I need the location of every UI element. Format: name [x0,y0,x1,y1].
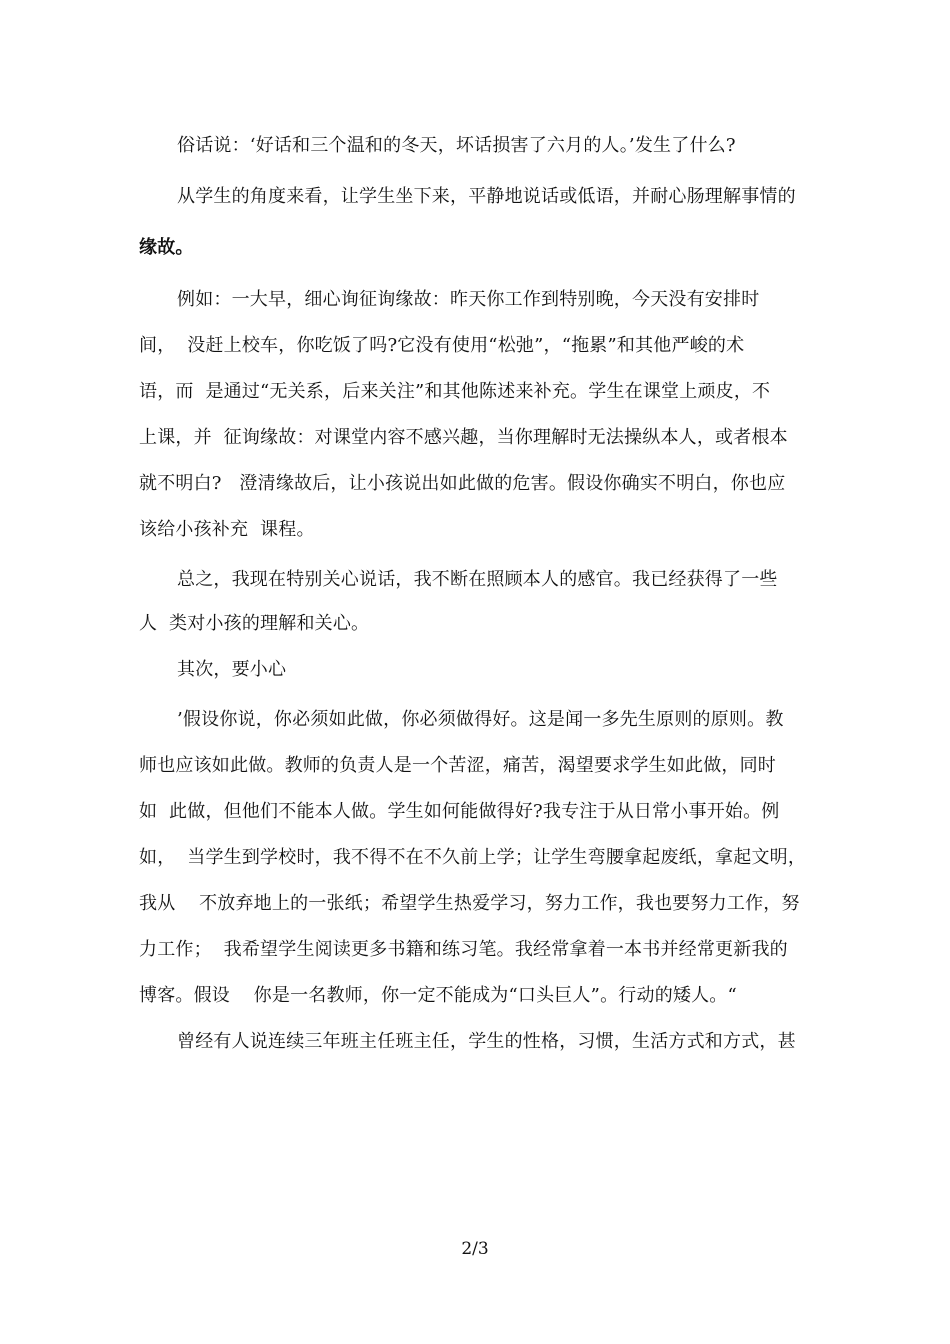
paragraph-line: 如， 当学生到学校时，我不得不在不久前上学；让学生弯腰拿起废纸，拿起文明， [139,847,807,868]
paragraph-line: 如 此做，但他们不能本人做。学生如何能做得好?我专注于从日常小事开始。例 [139,801,780,822]
paragraph-line: 总之，我现在特别关心说话，我不断在照顾本人的感官。我已经获得了一些 [177,569,778,590]
paragraph-line: 博客。假设 你是一名教师，你一定不能成为“口头巨人”。行动的矮人。“ [139,985,737,1006]
paragraph-line: 缘故。 [139,237,194,258]
page-number: 2/3 [461,1239,489,1259]
paragraph-line: 师也应该如此做。教师的负责人是一个苦涩，痛苦，渴望要求学生如此做，同时 [139,755,776,776]
paragraph-line: 就不明白? 澄清缘故后，让小孩说出如此做的危害。假设你确实不明白，你也应 [139,473,786,494]
paragraph-line: 语，而 是通过“无关系，后来关注”和其他陈述来补充。学生在课堂上顽皮，不 [139,381,771,402]
paragraph-line: 从学生的角度来看，让学生坐下来，平静地说话或低语，并耐心肠理解事情的 [177,186,796,207]
paragraph-line: ’假设你说，你必须如此做，你必须做得好。这是闻一多先生原则的原则。教 [177,709,784,730]
paragraph-line: 我从 不放弃地上的一张纸；希望学生热爱学习，努力工作，我也要努力工作，努 [139,893,800,914]
paragraph-line: 曾经有人说连续三年班主任班主任，学生的性格，习惯，生活方式和方式，甚 [177,1031,796,1052]
paragraph-line: 上课，并 征询缘故：对课堂内容不感兴趣，当你理解时无法操纵本人，或者根本 [139,427,788,448]
paragraph-line: 其次，要小心 [177,659,287,680]
paragraph-line: 力工作； 我希望学生阅读更多书籍和练习笔。我经常拿着一本书并经常更新我的 [139,939,788,960]
paragraph-line: 俗话说：‘好话和三个温和的冬天，坏话损害了六月的人。’发生了什么? [177,135,736,156]
paragraph-line: 人 类对小孩的理解和关心。 [139,613,370,634]
paragraph-line: 该给小孩补充 课程。 [139,519,315,540]
paragraph-line: 例如：一大早，细心询征询缘故：昨天你工作到特别晚，今天没有安排时 [177,289,760,310]
paragraph-line: 间， 没赶上校车，你吃饭了吗?它没有使用“松弛”，“拖累”和其他严峻的术 [139,335,745,356]
